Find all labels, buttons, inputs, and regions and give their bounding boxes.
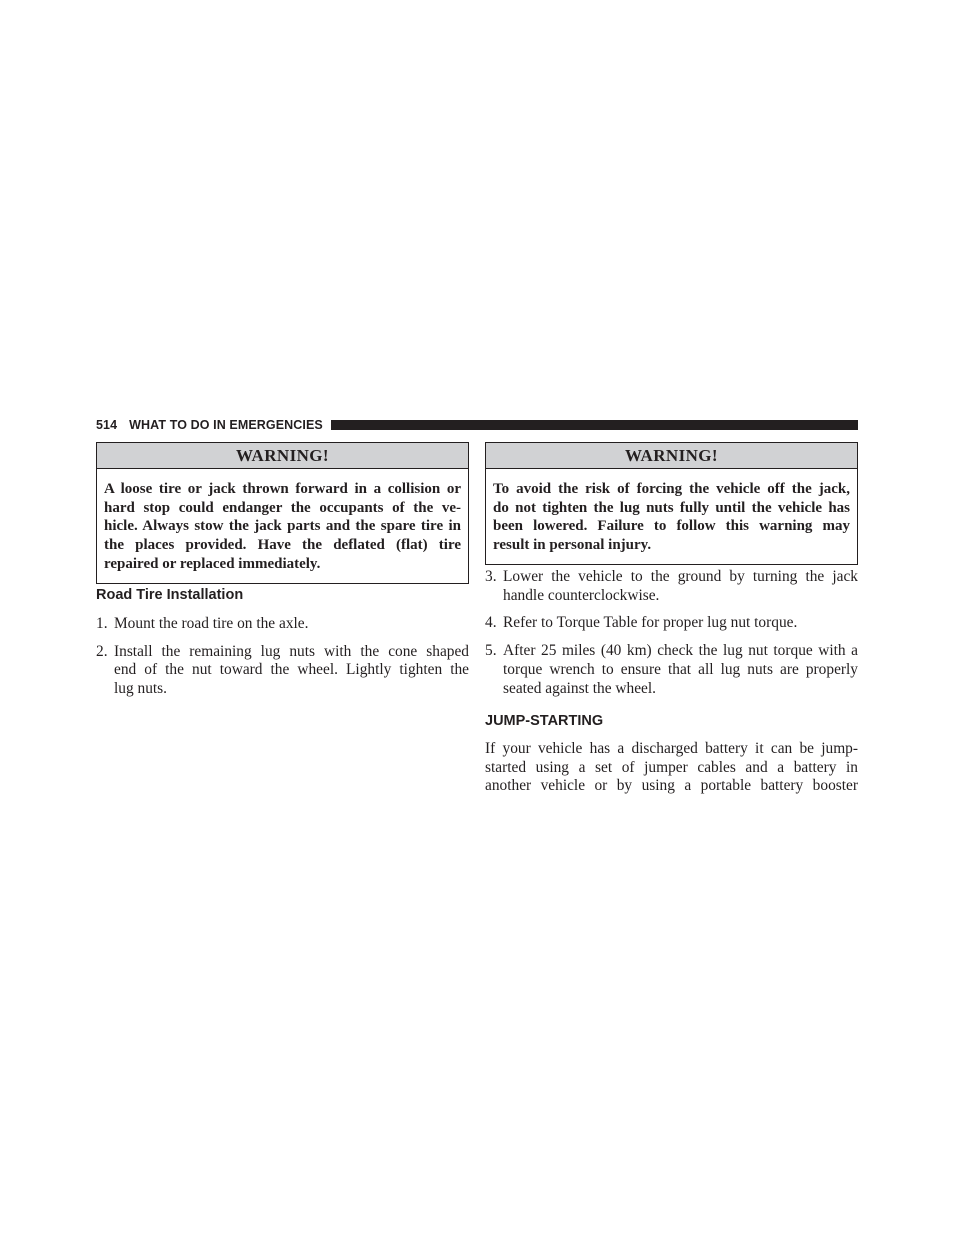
right-column (485, 442, 858, 795)
step-number: 4. (485, 614, 497, 632)
step-item (96, 615, 469, 634)
warning-line: been lowered. Failure to follow this warning may (493, 518, 850, 535)
step-item (96, 643, 469, 699)
warning-line: A loose tire or jack thrown forward in a collision or (104, 481, 461, 497)
warning-line: repaired or replaced immediately. (104, 555, 321, 572)
left-column (96, 442, 469, 698)
paragraph-jump-starting (485, 740, 858, 796)
page-number: 514 (96, 418, 118, 432)
step-line: end of the nut toward the wheel. Lightly tighten the (114, 661, 469, 679)
step-number: 5. (485, 642, 497, 660)
subheading-road-tire-installation: Road Tire Installation (96, 587, 244, 603)
warning-line: the places provided. Have the deflated (flat) tire (104, 537, 461, 554)
steps-list-left (96, 615, 469, 699)
warning-line: hicle. Always stow the jack parts and the spare tire in (104, 518, 461, 535)
step-line: Lower the vehicle to the ground by turning the jack (503, 568, 858, 585)
warning-line: do not tighten the lug nuts fully until the vehicle has (493, 499, 850, 516)
section-title: WHAT TO DO IN EMERGENCIES (129, 418, 323, 432)
warning-box-stowage (96, 442, 469, 584)
warning-line: To avoid the risk of forcing the vehicle off the jack, (493, 481, 850, 497)
step-number: 3. (485, 568, 497, 585)
step-line: Refer to Torque Table for proper lug nut torque. (503, 614, 798, 632)
step-line: Mount the road tire on the axle. (114, 615, 309, 632)
warning-line: hard stop could endanger the occupants of the ve- (104, 499, 461, 516)
warning-text (486, 469, 857, 564)
warning-box-lug-nuts (485, 442, 858, 565)
step-number: 2. (96, 642, 108, 660)
step-item (485, 614, 858, 633)
step-item (485, 642, 858, 698)
heading-jump-starting: JUMP-STARTING (485, 713, 604, 729)
steps-list-right (485, 568, 858, 698)
paragraph-line: another vehicle or by using a portable battery booster (485, 777, 858, 795)
step-line: Install the remaining lug nuts with the cone shaped (114, 642, 469, 660)
step-line: seated against the wheel. (503, 679, 656, 697)
warning-title: WARNING! (486, 443, 857, 469)
step-line: lug nuts. (114, 680, 168, 698)
step-line: After 25 miles (40 km) check the lug nut torque with a (503, 642, 858, 660)
running-header (96, 416, 858, 434)
step-line: handle counterclockwise. (503, 586, 660, 604)
step-number: 1. (96, 615, 108, 632)
step-item (485, 568, 858, 605)
warning-title: WARNING! (97, 443, 468, 469)
warning-text (97, 469, 468, 583)
warning-line: result in personal injury. (493, 537, 652, 554)
step-line: torque wrench to ensure that all lug nuts are properly (503, 660, 858, 678)
paragraph-line: If your vehicle has a discharged battery it can be jump- (485, 740, 858, 757)
paragraph-line: started using a set of jumper cables and a battery in (485, 758, 858, 776)
header-rule (331, 420, 858, 430)
